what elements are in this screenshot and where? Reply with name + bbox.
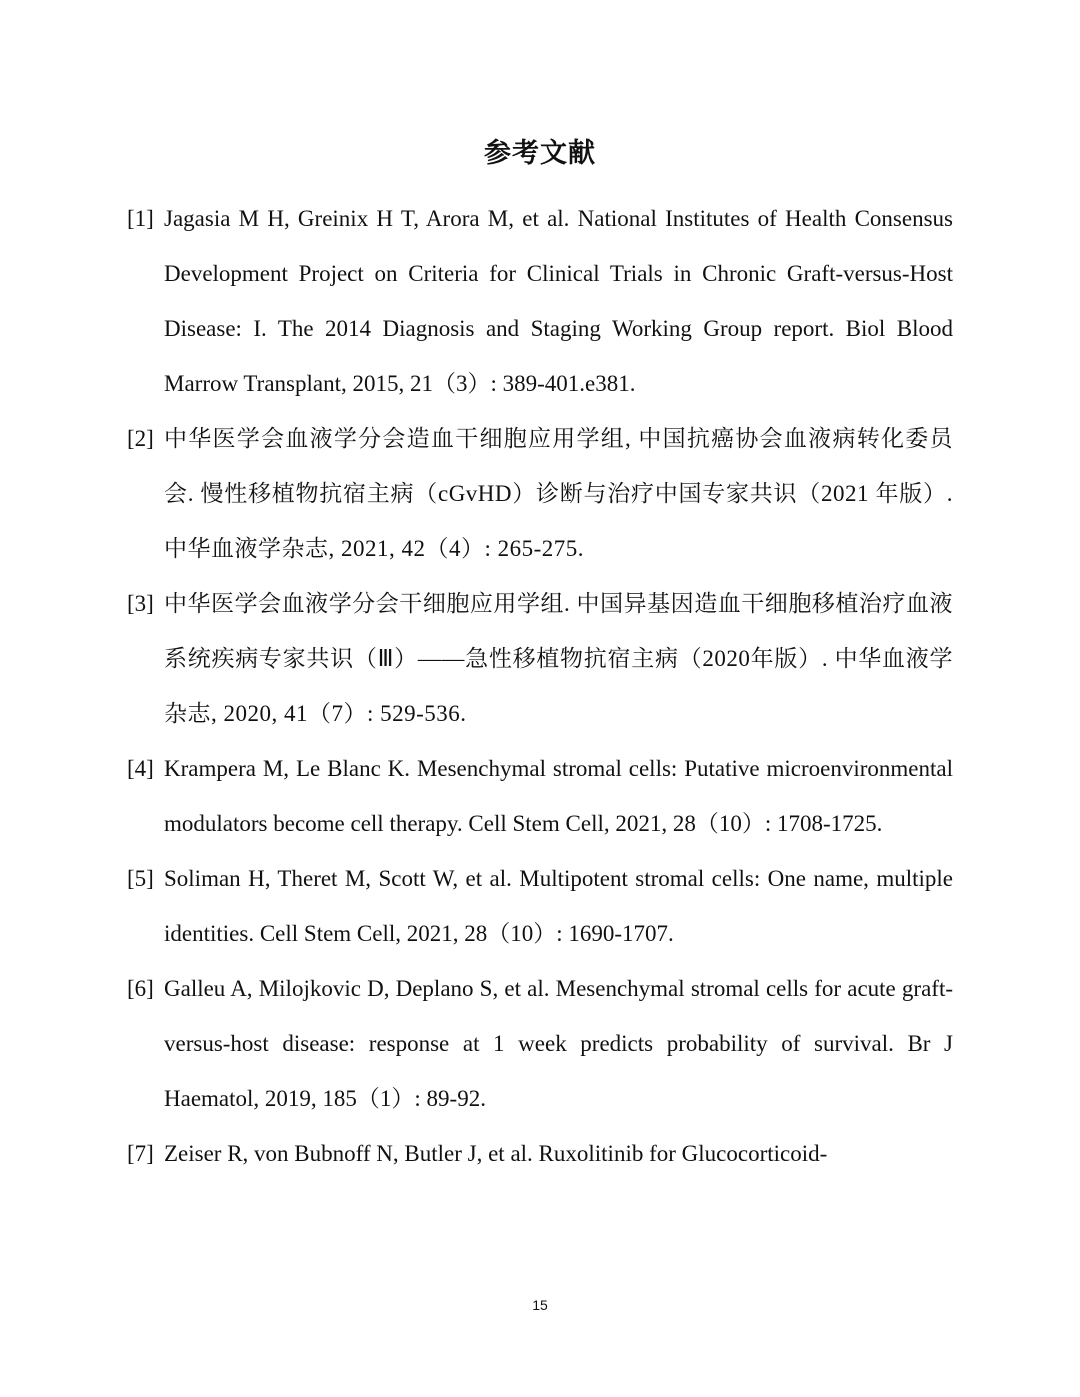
reference-item bbox=[127, 851, 953, 961]
reference-list bbox=[127, 191, 953, 1181]
section-title: 参考文献 bbox=[484, 138, 596, 169]
reference-number: [2] bbox=[127, 426, 154, 451]
reference-text: Galleu A, Milojkovic D, Deplano S, et al. Mesenchymal stromal cells for acute graft-versus-host disease: response at 1 week predicts probability of survival. Br J Haematol, 2019, 185（1）: 89-92. bbox=[164, 976, 953, 1111]
reference-text: 中华医学会血液学分会造血干细胞应用学组, 中国抗癌协会血液病转化委员会. 慢性移植物抗宿主病（cGvHD）诊断与治疗中国专家共识（2021 年版）. 中华血液学杂志, 2021, 42（4）: 265-275. bbox=[164, 426, 953, 561]
reference-item bbox=[127, 191, 953, 411]
reference-item bbox=[127, 1126, 953, 1181]
reference-text: Jagasia M H, Greinix H T, Arora M, et al. National Institutes of Health Consensus Development Project on Criteria for Clinical Trials in Chronic Graft-versus-Host Disease: I. The 2014 Diagnosis and Staging Working Group report. Biol Blood Marrow Transplant, 2015, 21（3）: 389-401.e381. bbox=[164, 206, 953, 396]
reference-number: [3] bbox=[127, 591, 154, 616]
reference-text: Zeiser R, von Bubnoff N, Butler J, et al. Ruxolitinib for Glucocorticoid- bbox=[164, 1141, 828, 1166]
reference-number: [4] bbox=[127, 756, 154, 781]
reference-number: [5] bbox=[127, 866, 154, 891]
reference-item bbox=[127, 576, 953, 741]
page-number: 15 bbox=[532, 1297, 548, 1313]
reference-item bbox=[127, 741, 953, 851]
reference-number: [7] bbox=[127, 1141, 154, 1166]
reference-text: Krampera M, Le Blanc K. Mesenchymal stromal cells: Putative microenvironmental modulators become cell therapy. Cell Stem Cell, 2021, 28（10）: 1708-1725. bbox=[164, 756, 953, 836]
reference-text: 中华医学会血液学分会干细胞应用学组. 中国异基因造血干细胞移植治疗血液系统疾病专家共识（Ⅲ）——急性移植物抗宿主病（2020年版）. 中华血液学杂志, 2020, 41（7）: 529-536. bbox=[164, 591, 953, 726]
reference-text: Soliman H, Theret M, Scott W, et al. Multipotent stromal cells: One name, multiple identities. Cell Stem Cell, 2021, 28（10）: 1690-1707. bbox=[164, 866, 953, 946]
reference-number: [1] bbox=[127, 206, 154, 231]
reference-number: [6] bbox=[127, 976, 154, 1001]
reference-item bbox=[127, 961, 953, 1126]
reference-item bbox=[127, 411, 953, 576]
